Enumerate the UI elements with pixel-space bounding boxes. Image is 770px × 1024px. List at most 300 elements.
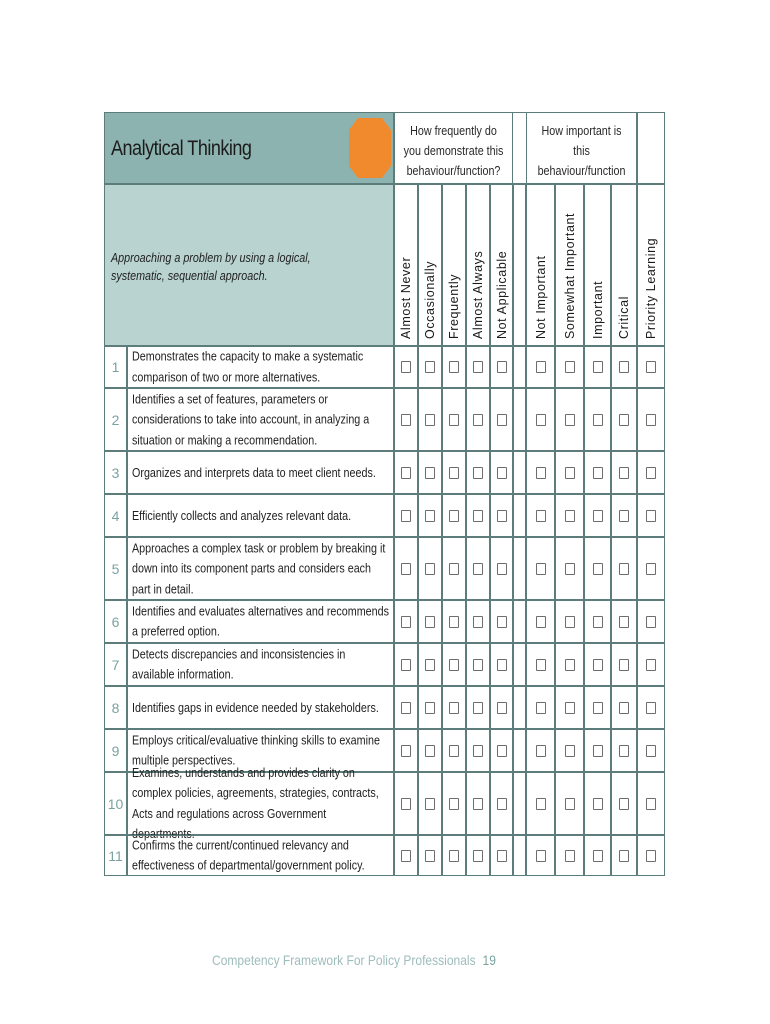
- checkbox-icon[interactable]: [401, 702, 411, 714]
- checkbox-icon[interactable]: [401, 361, 411, 373]
- row-number-cell: [104, 494, 127, 537]
- checkbox-cell: [394, 600, 418, 643]
- checkbox-icon[interactable]: [425, 414, 435, 426]
- checkbox-cell: [584, 494, 611, 537]
- column-header-somewhat-important: [555, 184, 584, 346]
- page-footer: [212, 952, 496, 968]
- checkbox-icon[interactable]: [565, 850, 575, 862]
- checkbox-icon[interactable]: [473, 414, 483, 426]
- checkbox-icon[interactable]: [593, 659, 603, 671]
- column-header-label: Occasionally: [423, 260, 437, 339]
- checkbox-icon[interactable]: [473, 563, 483, 575]
- checkbox-cell: [555, 643, 584, 686]
- checkbox-cell: [490, 729, 513, 772]
- checkbox-icon[interactable]: [619, 510, 629, 522]
- column-spacer: [513, 686, 526, 729]
- checkbox-icon[interactable]: [401, 616, 411, 628]
- header-spacer: [637, 112, 665, 184]
- row-number: 4: [111, 507, 120, 524]
- checkbox-cell: [466, 729, 490, 772]
- checkbox-icon[interactable]: [449, 361, 459, 373]
- checkbox-icon[interactable]: [646, 745, 656, 757]
- column-spacer: [513, 537, 526, 600]
- checkbox-icon[interactable]: [401, 850, 411, 862]
- checkbox-icon[interactable]: [536, 798, 546, 810]
- checkbox-icon[interactable]: [401, 798, 411, 810]
- checkbox-icon[interactable]: [565, 467, 575, 479]
- checkbox-icon[interactable]: [449, 467, 459, 479]
- checkbox-cell: [442, 494, 466, 537]
- checkbox-cell: [555, 494, 584, 537]
- statement-text: Identifies and evaluates alternatives and recommends a preferred option.: [132, 604, 389, 639]
- checkbox-cell: [584, 772, 611, 835]
- checkbox-cell: [611, 451, 637, 494]
- checkbox-icon[interactable]: [497, 850, 507, 862]
- checkbox-cell: [555, 686, 584, 729]
- checkbox-icon[interactable]: [497, 510, 507, 522]
- row-number-cell: [104, 643, 127, 686]
- checkbox-cell: [442, 729, 466, 772]
- statement-text: Organizes and interprets data to meet client needs.: [132, 465, 376, 480]
- checkbox-cell: [611, 835, 637, 876]
- checkbox-icon[interactable]: [646, 510, 656, 522]
- checkbox-cell: [637, 600, 665, 643]
- row-number-cell: [104, 537, 127, 600]
- checkbox-icon[interactable]: [536, 414, 546, 426]
- checkbox-icon[interactable]: [449, 414, 459, 426]
- checkbox-icon[interactable]: [646, 563, 656, 575]
- checkbox-icon[interactable]: [473, 745, 483, 757]
- statement-text: Identifies gaps in evidence needed by stakeholders.: [132, 700, 379, 715]
- frequency-question: How frequently do you demonstrate this behaviour/function?: [403, 124, 504, 178]
- checkbox-cell: [418, 729, 442, 772]
- checkbox-icon[interactable]: [401, 467, 411, 479]
- checkbox-cell: [466, 835, 490, 876]
- column-header-almost-always: [466, 184, 490, 346]
- checkbox-icon[interactable]: [646, 702, 656, 714]
- competency-table: [104, 112, 665, 876]
- checkbox-icon[interactable]: [619, 798, 629, 810]
- checkbox-icon[interactable]: [565, 702, 575, 714]
- checkbox-icon[interactable]: [449, 798, 459, 810]
- column-spacer: [513, 772, 526, 835]
- checkbox-cell: [611, 686, 637, 729]
- checkbox-icon[interactable]: [593, 798, 603, 810]
- checkbox-cell: [637, 537, 665, 600]
- statement-text: Employs critical/evaluative thinking skills to examine multiple perspectives.: [132, 733, 380, 768]
- checkbox-cell: [466, 451, 490, 494]
- row-number: 11: [108, 847, 123, 864]
- column-header-not-important: [526, 184, 555, 346]
- column-header-label: Priority Learning: [644, 237, 658, 339]
- checkbox-icon[interactable]: [593, 414, 603, 426]
- checkbox-icon[interactable]: [536, 563, 546, 575]
- checkbox-cell: [490, 600, 513, 643]
- checkbox-cell: [584, 600, 611, 643]
- checkbox-cell: [526, 388, 555, 451]
- checkbox-cell: [611, 729, 637, 772]
- checkbox-icon[interactable]: [593, 510, 603, 522]
- checkbox-icon[interactable]: [497, 563, 507, 575]
- checkbox-icon[interactable]: [619, 563, 629, 575]
- checkbox-icon[interactable]: [593, 361, 603, 373]
- checkbox-icon[interactable]: [565, 798, 575, 810]
- checkbox-cell: [418, 388, 442, 451]
- statement-cell: [127, 835, 394, 876]
- checkbox-icon[interactable]: [536, 467, 546, 479]
- checkbox-cell: [418, 537, 442, 600]
- checkbox-icon[interactable]: [401, 414, 411, 426]
- statement-cell: [127, 494, 394, 537]
- checkbox-cell: [526, 643, 555, 686]
- checkbox-cell: [555, 388, 584, 451]
- checkbox-cell: [466, 346, 490, 388]
- checkbox-icon[interactable]: [425, 798, 435, 810]
- row-number: 7: [111, 656, 120, 673]
- checkbox-cell: [394, 494, 418, 537]
- statement-cell: [127, 346, 394, 388]
- checkbox-cell: [490, 772, 513, 835]
- checkbox-cell: [466, 686, 490, 729]
- checkbox-icon[interactable]: [425, 361, 435, 373]
- checkbox-cell: [584, 451, 611, 494]
- row-number-cell: [104, 346, 127, 388]
- checkbox-cell: [490, 451, 513, 494]
- checkbox-cell: [611, 643, 637, 686]
- column-header-frequently: [442, 184, 466, 346]
- checkbox-cell: [442, 686, 466, 729]
- checkbox-cell: [466, 643, 490, 686]
- checkbox-icon[interactable]: [425, 659, 435, 671]
- checkbox-icon[interactable]: [449, 616, 459, 628]
- frequency-question-cell: [394, 112, 513, 184]
- checkbox-cell: [394, 686, 418, 729]
- statement-text: Examines, understands and provides clarity on complex policies, agreements, strategies, contracts, Acts and regulations across Government departments.: [132, 765, 379, 841]
- checkbox-cell: [394, 772, 418, 835]
- checkbox-cell: [611, 537, 637, 600]
- row-number: 5: [111, 560, 120, 577]
- statement-cell: [127, 451, 394, 494]
- checkbox-icon[interactable]: [497, 659, 507, 671]
- column-header-critical: [611, 184, 637, 346]
- section-title: Analytical Thinking: [111, 137, 252, 160]
- checkbox-cell: [555, 537, 584, 600]
- column-spacer: [513, 388, 526, 451]
- checkbox-icon[interactable]: [425, 467, 435, 479]
- checkbox-icon[interactable]: [473, 467, 483, 479]
- checkbox-cell: [490, 537, 513, 600]
- checkbox-cell: [442, 451, 466, 494]
- row-number: 3: [111, 464, 120, 481]
- row-number: 8: [111, 699, 120, 716]
- checkbox-cell: [637, 346, 665, 388]
- checkbox-cell: [526, 835, 555, 876]
- checkbox-icon[interactable]: [425, 563, 435, 575]
- statement-cell: [127, 600, 394, 643]
- row-number: 1: [111, 359, 120, 375]
- checkbox-icon[interactable]: [593, 745, 603, 757]
- checkbox-icon[interactable]: [565, 616, 575, 628]
- checkbox-cell: [394, 346, 418, 388]
- checkbox-icon[interactable]: [425, 850, 435, 862]
- checkbox-icon[interactable]: [449, 702, 459, 714]
- checkbox-icon[interactable]: [449, 510, 459, 522]
- checkbox-icon[interactable]: [473, 659, 483, 671]
- checkbox-icon[interactable]: [593, 563, 603, 575]
- checkbox-icon[interactable]: [593, 467, 603, 479]
- checkbox-cell: [442, 835, 466, 876]
- checkbox-icon[interactable]: [473, 510, 483, 522]
- row-number-cell: [104, 451, 127, 494]
- checkbox-cell: [637, 772, 665, 835]
- checkbox-icon[interactable]: [401, 563, 411, 575]
- statement-text: Demonstrates the capacity to make a systematic comparison of two or more alternatives.: [132, 349, 364, 384]
- column-header-label: Important: [590, 280, 605, 339]
- checkbox-cell: [637, 835, 665, 876]
- page-number: 19: [482, 952, 496, 968]
- checkbox-icon[interactable]: [425, 616, 435, 628]
- row-number-cell: [104, 600, 127, 643]
- checkbox-icon[interactable]: [565, 414, 575, 426]
- checkbox-cell: [584, 643, 611, 686]
- section-title-cell: [104, 112, 394, 184]
- checkbox-cell: [418, 494, 442, 537]
- checkbox-icon[interactable]: [425, 510, 435, 522]
- checkbox-cell: [442, 772, 466, 835]
- checkbox-icon[interactable]: [536, 510, 546, 522]
- checkbox-icon[interactable]: [425, 745, 435, 757]
- statement-cell: [127, 537, 394, 600]
- checkbox-cell: [466, 494, 490, 537]
- checkbox-icon[interactable]: [473, 850, 483, 862]
- column-spacer: [513, 600, 526, 643]
- checkbox-cell: [394, 729, 418, 772]
- checkbox-cell: [637, 451, 665, 494]
- checkbox-icon[interactable]: [401, 659, 411, 671]
- checkbox-cell: [555, 772, 584, 835]
- checkbox-cell: [611, 772, 637, 835]
- statement-cell: [127, 765, 394, 841]
- checkbox-cell: [555, 835, 584, 876]
- checkbox-cell: [418, 346, 442, 388]
- checkbox-cell: [418, 451, 442, 494]
- column-header-label: Almost Never: [399, 256, 413, 339]
- checkbox-cell: [611, 600, 637, 643]
- checkbox-icon[interactable]: [646, 414, 656, 426]
- checkbox-icon[interactable]: [449, 745, 459, 757]
- row-number-cell: [104, 729, 127, 772]
- checkbox-icon[interactable]: [536, 616, 546, 628]
- checkbox-cell: [418, 835, 442, 876]
- checkbox-icon[interactable]: [565, 361, 575, 373]
- checkbox-icon[interactable]: [425, 702, 435, 714]
- checkbox-icon[interactable]: [565, 745, 575, 757]
- checkbox-cell: [555, 600, 584, 643]
- checkbox-cell: [555, 346, 584, 388]
- checkbox-icon[interactable]: [593, 702, 603, 714]
- checkbox-cell: [442, 346, 466, 388]
- row-number: 2: [111, 411, 120, 428]
- checkbox-cell: [418, 772, 442, 835]
- checkbox-cell: [394, 537, 418, 600]
- checkbox-icon[interactable]: [536, 361, 546, 373]
- checkbox-cell: [637, 729, 665, 772]
- checkbox-cell: [442, 388, 466, 451]
- importance-question: How important is this behaviour/function: [537, 124, 626, 178]
- checkbox-cell: [490, 686, 513, 729]
- column-spacer: [513, 643, 526, 686]
- column-header-label: Almost Always: [471, 250, 485, 339]
- column-header-label: Somewhat Important: [562, 212, 577, 339]
- checkbox-cell: [526, 772, 555, 835]
- checkbox-cell: [418, 686, 442, 729]
- column-header-almost-never: [394, 184, 418, 346]
- checkbox-icon[interactable]: [619, 361, 629, 373]
- checkbox-icon[interactable]: [449, 659, 459, 671]
- column-header-label: Not Applicable: [494, 250, 509, 339]
- checkbox-icon[interactable]: [619, 659, 629, 671]
- checkbox-cell: [584, 835, 611, 876]
- checkbox-icon[interactable]: [497, 798, 507, 810]
- column-header-label: Frequently: [447, 273, 461, 339]
- checkbox-icon[interactable]: [619, 616, 629, 628]
- footer-title: Competency Framework For Policy Professionals: [212, 952, 476, 968]
- checkbox-icon[interactable]: [536, 850, 546, 862]
- checkbox-icon[interactable]: [536, 702, 546, 714]
- checkbox-icon[interactable]: [565, 563, 575, 575]
- checkbox-cell: [490, 388, 513, 451]
- column-header-occasionally: [418, 184, 442, 346]
- row-number-cell: [104, 686, 127, 729]
- checkbox-cell: [466, 388, 490, 451]
- checkbox-cell: [394, 835, 418, 876]
- checkbox-cell: [442, 643, 466, 686]
- row-number-cell: [104, 835, 127, 876]
- checkbox-icon[interactable]: [619, 414, 629, 426]
- checkbox-cell: [526, 346, 555, 388]
- checkbox-cell: [526, 494, 555, 537]
- checkbox-cell: [611, 346, 637, 388]
- checkbox-cell: [526, 537, 555, 600]
- column-spacer: [513, 835, 526, 876]
- checkbox-cell: [394, 643, 418, 686]
- checkbox-icon[interactable]: [449, 563, 459, 575]
- checkbox-icon[interactable]: [593, 850, 603, 862]
- checkbox-icon[interactable]: [473, 616, 483, 628]
- statement-cell: [127, 388, 394, 451]
- checkbox-icon[interactable]: [646, 850, 656, 862]
- checkbox-cell: [611, 388, 637, 451]
- column-spacer: [513, 184, 526, 346]
- checkbox-cell: [526, 451, 555, 494]
- checkbox-cell: [637, 643, 665, 686]
- checkbox-cell: [637, 494, 665, 537]
- checkbox-cell: [584, 686, 611, 729]
- checkbox-icon[interactable]: [497, 414, 507, 426]
- checkbox-icon[interactable]: [619, 850, 629, 862]
- checkbox-icon[interactable]: [646, 798, 656, 810]
- checkbox-icon[interactable]: [497, 702, 507, 714]
- checkbox-cell: [466, 772, 490, 835]
- checkbox-cell: [555, 451, 584, 494]
- checkbox-icon[interactable]: [646, 361, 656, 373]
- checkbox-cell: [490, 494, 513, 537]
- checkbox-cell: [637, 686, 665, 729]
- column-header-priority-learning: [637, 184, 665, 346]
- checkbox-icon[interactable]: [497, 745, 507, 757]
- statement-cell: [127, 686, 394, 729]
- competency-description: Approaching a problem by using a logical, systematic, sequential approach.: [111, 251, 311, 283]
- checkbox-icon[interactable]: [473, 702, 483, 714]
- checkbox-cell: [637, 388, 665, 451]
- row-number: 10: [107, 795, 124, 812]
- checkbox-icon[interactable]: [497, 467, 507, 479]
- checkbox-icon[interactable]: [565, 659, 575, 671]
- checkbox-icon[interactable]: [565, 510, 575, 522]
- checkbox-icon[interactable]: [401, 510, 411, 522]
- checkbox-icon[interactable]: [497, 361, 507, 373]
- checkbox-icon[interactable]: [593, 616, 603, 628]
- checkbox-icon[interactable]: [473, 798, 483, 810]
- row-number-cell: [104, 388, 127, 451]
- checkbox-cell: [490, 835, 513, 876]
- column-spacer: [513, 451, 526, 494]
- checkbox-icon[interactable]: [619, 467, 629, 479]
- checkbox-icon[interactable]: [449, 850, 459, 862]
- statement-text: Efficiently collects and analyzes relevant data.: [132, 508, 352, 523]
- importance-question-cell: [526, 112, 637, 184]
- checkbox-cell: [611, 494, 637, 537]
- checkbox-icon[interactable]: [536, 745, 546, 757]
- description-cell: [104, 184, 394, 346]
- row-number-cell: [104, 772, 127, 835]
- statement-text: Confirms the current/continued relevancy and effectiveness of departmental/government policy.: [132, 838, 365, 873]
- checkbox-cell: [466, 600, 490, 643]
- checkbox-icon[interactable]: [473, 361, 483, 373]
- statement-text: Approaches a complex task or problem by breaking it down into its component parts and considers each part in detail.: [132, 540, 386, 596]
- statement-text: Detects discrepancies and inconsistencies in available information.: [132, 647, 346, 682]
- checkbox-cell: [418, 643, 442, 686]
- checkbox-cell: [584, 346, 611, 388]
- row-number: 6: [111, 613, 120, 630]
- checkbox-cell: [394, 451, 418, 494]
- checkbox-cell: [526, 729, 555, 772]
- statement-cell: [127, 643, 394, 686]
- checkbox-icon[interactable]: [401, 745, 411, 757]
- checkbox-cell: [466, 537, 490, 600]
- checkbox-cell: [584, 729, 611, 772]
- checkbox-cell: [394, 388, 418, 451]
- checkbox-icon[interactable]: [536, 659, 546, 671]
- checkbox-cell: [490, 643, 513, 686]
- checkbox-cell: [418, 600, 442, 643]
- checkbox-icon[interactable]: [619, 745, 629, 757]
- column-header-important: [584, 184, 611, 346]
- checkbox-icon[interactable]: [646, 467, 656, 479]
- checkbox-cell: [555, 729, 584, 772]
- orange-hexagon-icon: [349, 116, 391, 178]
- checkbox-icon[interactable]: [646, 659, 656, 671]
- checkbox-icon[interactable]: [497, 616, 507, 628]
- checkbox-icon[interactable]: [619, 702, 629, 714]
- checkbox-cell: [584, 537, 611, 600]
- row-number: 9: [111, 742, 120, 759]
- checkbox-icon[interactable]: [646, 616, 656, 628]
- header-spacer: [513, 112, 526, 184]
- column-header-label: Critical: [617, 296, 631, 339]
- checkbox-cell: [526, 600, 555, 643]
- column-header-not-applicable: [490, 184, 513, 346]
